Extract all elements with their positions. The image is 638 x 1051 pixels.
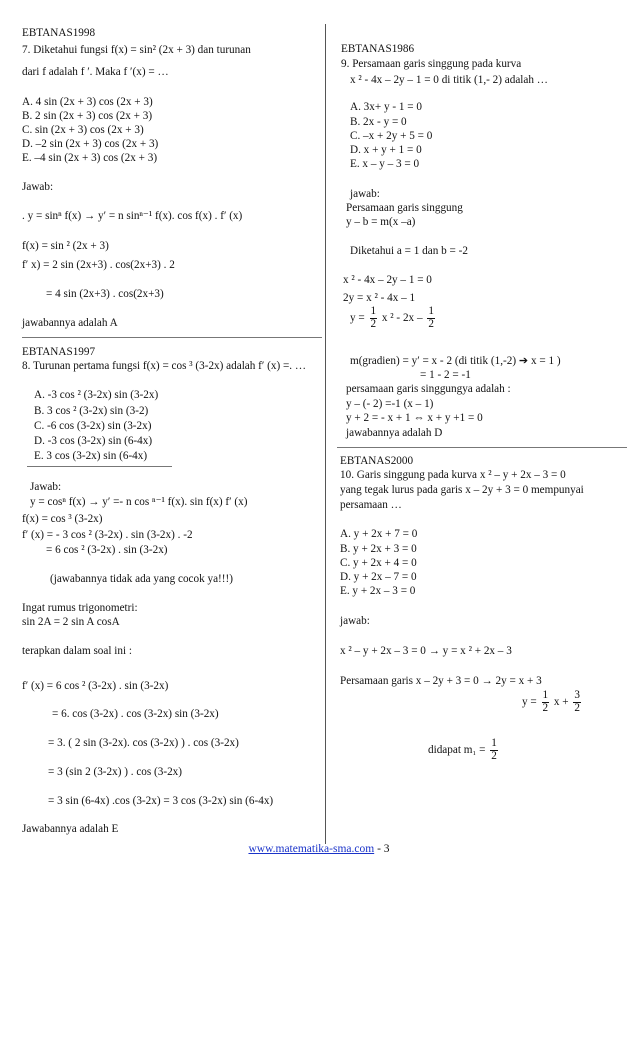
text-line: persamaan garis singgungya adalah : bbox=[346, 383, 511, 395]
formula-line: = 3 sin (6-4x) .cos (3-2x) = 3 cos (3-2x) sin (6-4x) bbox=[48, 795, 274, 807]
formula-line: x ² - 4x – 2y – 1 = 0 bbox=[343, 274, 432, 286]
section-title: EBTANAS1998 bbox=[22, 27, 96, 39]
jawab-label: Jawab: bbox=[30, 481, 62, 493]
option-b: B. 2 sin (2x + 3) cos (2x + 3) bbox=[22, 110, 153, 122]
denominator: 2 bbox=[428, 317, 434, 330]
option-c: C. –x + 2y + 5 = 0 bbox=[350, 130, 433, 142]
formula-line: y – b = m(x –a) bbox=[346, 216, 416, 228]
question-text: 8. Turunan pertama fungsi f(x) = cos ³ (3-2x) adalah f′ (x) =. … bbox=[22, 360, 307, 372]
numerator: 1 bbox=[542, 689, 549, 701]
fraction-equation bbox=[350, 306, 437, 331]
section-title: EBTANAS1997 bbox=[22, 346, 96, 358]
formula-line: = 1 - 2 = -1 bbox=[420, 369, 471, 381]
formula-line: = 3 (sin 2 (3-2x) ) . cos (3-2x) bbox=[48, 766, 183, 778]
question-text: yang tegak lurus pada garis x – 2y + 3 = 0 mempunyai bbox=[340, 484, 584, 496]
jawab-label: jawab: bbox=[350, 188, 380, 200]
note-text: (jawabannya tidak ada yang cocok ya!!!) bbox=[50, 573, 233, 585]
section-divider bbox=[337, 447, 627, 448]
question-text: 10. Garis singgung pada kurva x ² – y + 2x – 3 = 0 bbox=[340, 469, 566, 481]
option-b: B. 2x - y = 0 bbox=[350, 116, 407, 128]
option-a: A. 3x+ y - 1 = 0 bbox=[350, 101, 422, 113]
question-text: 9. Persamaan garis singgung pada kurva bbox=[341, 58, 522, 70]
option-c: C. sin (2x + 3) cos (2x + 3) bbox=[22, 124, 144, 136]
equation-prefix: y = bbox=[522, 695, 540, 708]
option-b: B. 3 cos ² (3-2x) sin (3-2) bbox=[34, 405, 149, 417]
fraction bbox=[573, 690, 581, 715]
formula-line: m(gradien) = y′ = x - 2 (di titik (1,-2) ➔ x = 1 ) bbox=[350, 355, 561, 367]
formula-line: . y = sinⁿ f(x) → y′ = n sinⁿ⁻¹ f(x). cos f(x) . f′ (x) bbox=[22, 210, 243, 222]
equation-prefix: didapat m₁ = bbox=[428, 743, 489, 756]
formula-line: = 6. cos (3-2x) . cos (3-2x) sin (3-2x) bbox=[52, 708, 219, 720]
option-a: A. y + 2x + 7 = 0 bbox=[340, 528, 418, 540]
options-underline bbox=[27, 466, 172, 467]
curve-equation: x ² - 4x – 2y – 1 = 0 di titik (1,- 2) adalah … bbox=[350, 74, 548, 86]
denominator: 2 bbox=[370, 317, 377, 330]
option-c: C. y + 2x + 4 = 0 bbox=[340, 557, 417, 569]
section-title: EBTANAS1986 bbox=[341, 43, 415, 55]
fraction bbox=[427, 306, 435, 331]
column-divider bbox=[325, 24, 326, 844]
text-line: Ingat rumus trigonometri: bbox=[22, 602, 138, 614]
option-d: D. y + 2x – 7 = 0 bbox=[340, 571, 417, 583]
formula-line: 2y = x ² - 4x – 1 bbox=[343, 292, 416, 304]
text-line: Diketahui a = 1 dan b = -2 bbox=[350, 245, 468, 257]
text-line: Persamaan garis singgung bbox=[346, 202, 463, 214]
option-e: E. y + 2x – 3 = 0 bbox=[340, 585, 416, 597]
numerator: 1 bbox=[428, 305, 434, 317]
question-text: dari f adalah f ′. Maka f ′(x) = … bbox=[22, 66, 169, 78]
formula-line: y + 2 = - x + 1 ⇔ x + y +1 = 0 bbox=[346, 412, 483, 424]
section-divider bbox=[22, 337, 322, 338]
option-a: A. 4 sin (2x + 3) cos (2x + 3) bbox=[22, 96, 153, 108]
fraction-equation bbox=[428, 738, 500, 763]
numerator: 3 bbox=[574, 689, 580, 701]
numerator: 1 bbox=[491, 737, 497, 749]
denominator: 2 bbox=[574, 701, 580, 714]
formula-line: f′ x) = 2 sin (2x+3) . cos(2x+3) . 2 bbox=[22, 259, 175, 271]
fraction-equation bbox=[522, 690, 583, 715]
denominator: 2 bbox=[542, 701, 549, 714]
formula-line: = 3. ( 2 sin (3-2x). cos (3-2x) ) . cos (3-2x) bbox=[48, 737, 239, 749]
question-text: 7. Diketahui fungsi f(x) = sin² (2x + 3) dan turunan bbox=[22, 44, 251, 56]
equation-middle: x + bbox=[553, 695, 569, 708]
fraction bbox=[542, 690, 550, 715]
option-d: D. x + y + 1 = 0 bbox=[350, 144, 422, 156]
formula-line: x ² – y + 2x – 3 = 0 → y = x ² + 2x – 3 bbox=[340, 645, 512, 657]
jawab-label: Jawab: bbox=[22, 181, 54, 193]
answer-text: jawabannya adalah A bbox=[22, 317, 118, 329]
numerator: 1 bbox=[370, 305, 377, 317]
option-e: E. –4 sin (2x + 3) cos (2x + 3) bbox=[22, 152, 158, 164]
formula-line: y = cosⁿ f(x) → y′ =- n cos ⁿ⁻¹ f(x). sin f(x) f′ (x) bbox=[30, 496, 248, 508]
option-b: B. y + 2x + 3 = 0 bbox=[340, 543, 417, 555]
denominator: 2 bbox=[491, 749, 497, 762]
formula-line: = 4 sin (2x+3) . cos(2x+3) bbox=[46, 288, 164, 300]
question-text: persamaan … bbox=[340, 499, 402, 511]
section-title: EBTANAS2000 bbox=[340, 455, 414, 467]
answer-text: jawabannya adalah D bbox=[346, 427, 443, 439]
equation-middle: x ² - 2x – bbox=[381, 311, 423, 324]
option-e: E. x – y – 3 = 0 bbox=[350, 158, 420, 170]
text-line: sin 2A = 2 sin A cosA bbox=[22, 616, 120, 628]
fraction bbox=[490, 738, 498, 763]
formula-line: f(x) = sin ² (2x + 3) bbox=[22, 240, 109, 252]
text-line: terapkan dalam soal ini : bbox=[22, 645, 132, 657]
formula-line: Persamaan garis x – 2y + 3 = 0 → 2y = x + 3 bbox=[340, 675, 542, 687]
formula-line: f′ (x) = - 3 cos ² (3-2x) . sin (3-2x) . -2 bbox=[22, 529, 193, 541]
option-c: C. -6 cos (3-2x) sin (3-2x) bbox=[34, 420, 152, 432]
option-d: D. -3 cos (3-2x) sin (6-4x) bbox=[34, 435, 153, 447]
formula-line: = 6 cos ² (3-2x) . sin (3-2x) bbox=[46, 544, 168, 556]
formula-line: f′ (x) = 6 cos ² (3-2x) . sin (3-2x) bbox=[22, 680, 169, 692]
equation-prefix: y = bbox=[350, 311, 368, 324]
page-number: - 3 bbox=[374, 843, 390, 855]
formula-line: f(x) = cos ³ (3-2x) bbox=[22, 513, 103, 525]
fraction bbox=[370, 306, 378, 331]
answer-text: Jawabannya adalah E bbox=[22, 823, 119, 835]
option-e: E. 3 cos (3-2x) sin (6-4x) bbox=[34, 450, 148, 462]
option-a: A. -3 cos ² (3-2x) sin (3-2x) bbox=[34, 389, 159, 401]
website-link[interactable]: www.matematika-sma.com bbox=[248, 843, 375, 855]
option-d: D. –2 sin (2x + 3) cos (2x + 3) bbox=[22, 138, 159, 150]
page-footer bbox=[0, 843, 638, 856]
jawab-label: jawab: bbox=[340, 615, 370, 627]
formula-line: y – (- 2) =-1 (x – 1) bbox=[346, 398, 434, 410]
